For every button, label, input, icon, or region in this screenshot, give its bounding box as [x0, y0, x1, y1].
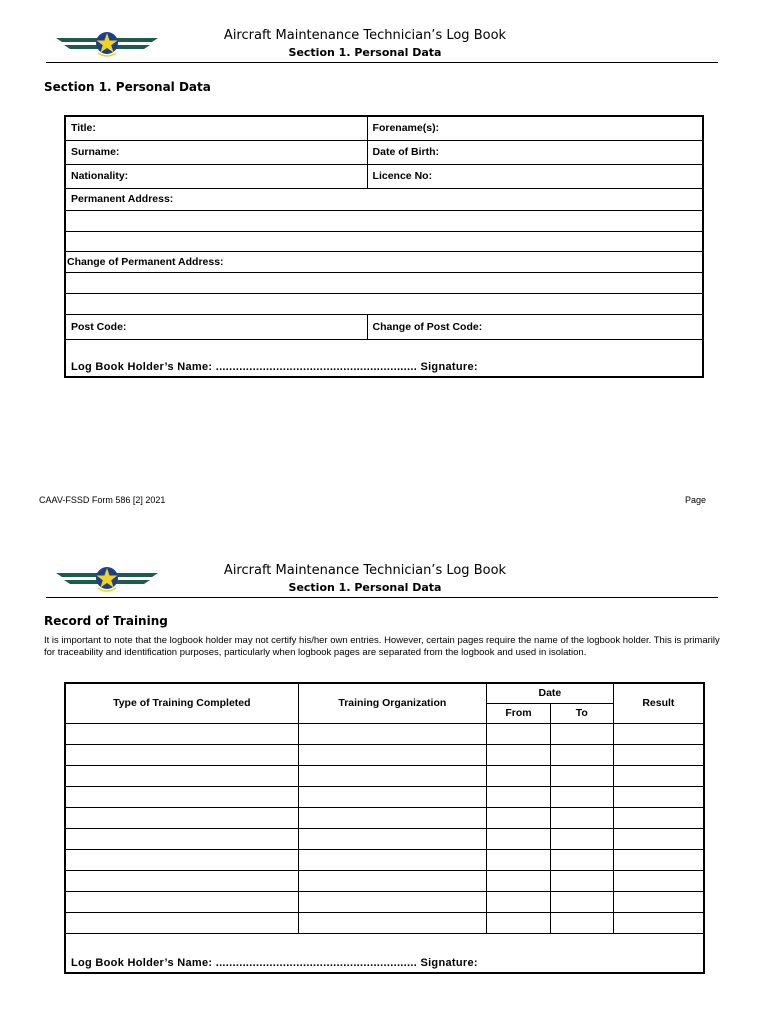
- column-header-date: Date: [487, 683, 614, 703]
- training-note: It is important to note that the logbook holder may not certify his/her own entries. However, certain pages require the name of the logbook holder. This is primarily for traceability and identification purposes, particularly when logbook pages are separated from the logbook and used in isolation.: [44, 635, 720, 658]
- table-row: [65, 849, 704, 870]
- page-label: Page: [685, 495, 707, 505]
- table-row: [65, 807, 704, 828]
- column-header-organization: Training Organization: [298, 683, 486, 723]
- column-header-result: Result: [613, 683, 704, 723]
- date-of-birth-field[interactable]: Date of Birth:: [367, 140, 703, 164]
- table-row: [65, 870, 704, 891]
- section-title: Section 1. Personal Data: [44, 80, 211, 94]
- signature-line: Log Book Holder’s Name: ............................................................ Signature:: [71, 957, 478, 969]
- change-post-code-field[interactable]: Change of Post Code:: [367, 314, 703, 339]
- change-address-label: Change of Permanent Address:: [65, 251, 703, 272]
- signature-line: Log Book Holder’s Name: ............................................................ Signature:: [71, 361, 478, 373]
- permanent-address-line[interactable]: [65, 231, 703, 251]
- header-subtitle: Section 1. Personal Data: [288, 581, 442, 594]
- table-row: [65, 744, 704, 765]
- personal-data-table: [64, 115, 704, 378]
- signature-row[interactable]: [65, 933, 704, 973]
- section-title: Record of Training: [44, 614, 168, 628]
- change-address-line[interactable]: [65, 293, 703, 314]
- column-header-type: Type of Training Completed: [65, 683, 298, 723]
- header-title: Aircraft Maintenance Technician’s Log Book: [223, 563, 507, 578]
- signature-row[interactable]: [65, 339, 703, 377]
- surname-field[interactable]: Surname:: [65, 140, 367, 164]
- column-header-from: From: [487, 703, 551, 723]
- nationality-field[interactable]: Nationality:: [65, 164, 367, 188]
- table-row: [65, 786, 704, 807]
- header-title: Aircraft Maintenance Technician’s Log Book: [223, 28, 507, 43]
- training-record-table: [64, 682, 705, 974]
- permanent-address-line[interactable]: [65, 210, 703, 231]
- header-subtitle: Section 1. Personal Data: [288, 46, 442, 59]
- column-header-to: To: [550, 703, 613, 723]
- header-rule: [46, 597, 718, 598]
- post-code-field[interactable]: Post Code:: [65, 314, 367, 339]
- title-field[interactable]: Title:: [65, 116, 367, 140]
- header-rule: [46, 62, 718, 63]
- form-number: CAAV-FSSD Form 586 [2] 2021: [39, 495, 166, 505]
- table-row: [65, 891, 704, 912]
- permanent-address-label: Permanent Address:: [65, 188, 703, 210]
- licence-no-field[interactable]: Licence No:: [367, 164, 703, 188]
- forenames-field[interactable]: Forename(s):: [367, 116, 703, 140]
- table-row: [65, 723, 704, 744]
- table-row: [65, 912, 704, 933]
- table-row: [65, 765, 704, 786]
- table-row: [65, 828, 704, 849]
- change-address-line[interactable]: [65, 272, 703, 293]
